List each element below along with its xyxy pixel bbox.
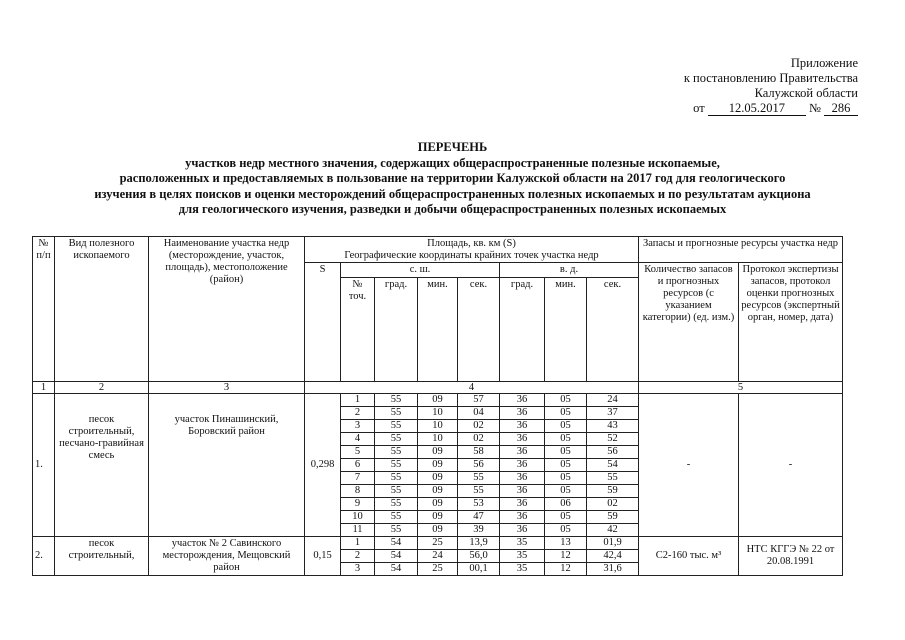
mineral-type: песок строительный, bbox=[55, 537, 149, 576]
header-area-name: Наименование участка недр (месторождение, участок, площадь), местоположение (район) bbox=[149, 237, 305, 382]
coordinate-cell: 55 bbox=[375, 472, 418, 485]
reserves-quantity: С2-160 тыс. м³ bbox=[639, 537, 739, 576]
coordinate-cell: 54 bbox=[587, 459, 639, 472]
decree-date: 12.05.2017 bbox=[708, 102, 806, 116]
coordinate-cell: 09 bbox=[418, 524, 458, 537]
coordinate-cell: 4 bbox=[341, 433, 375, 446]
title-line3: изучения в целях поисков и оценки месторождений общераспространенных полезных ископаемых и по результатам аукциона bbox=[94, 186, 811, 201]
coordinate-cell: 00,1 bbox=[458, 563, 500, 576]
coordinate-cell: 55 bbox=[375, 394, 418, 407]
number-label: № bbox=[808, 101, 821, 115]
header-area-line1: Площадь, кв. км (S) bbox=[427, 238, 516, 249]
coordinate-cell: 10 bbox=[341, 511, 375, 524]
coordinate-cell: 09 bbox=[418, 459, 458, 472]
coordinate-cell: 05 bbox=[545, 511, 587, 524]
expert-protocol: НТС КГГЭ № 22 от 20.08.1991 bbox=[739, 537, 843, 576]
coordinate-cell: 43 bbox=[587, 420, 639, 433]
coordinate-cell: 42,4 bbox=[587, 550, 639, 563]
col-number-3: 3 bbox=[149, 382, 305, 394]
coordinate-cell: 55 bbox=[458, 472, 500, 485]
coordinate-cell: 1 bbox=[341, 394, 375, 407]
coordinate-cell: 13,9 bbox=[458, 537, 500, 550]
coordinate-cell: 55 bbox=[375, 524, 418, 537]
coordinate-cell: 31,6 bbox=[587, 563, 639, 576]
header-s: S bbox=[305, 263, 341, 382]
coordinate-cell: 05 bbox=[545, 524, 587, 537]
mineral-type: песок строительный, песчано-гравийная смесь bbox=[55, 394, 149, 537]
header-lat-deg: град. bbox=[375, 278, 418, 382]
coordinate-cell: 02 bbox=[458, 420, 500, 433]
header-latitude: с. ш. bbox=[341, 263, 500, 278]
from-label: от bbox=[693, 101, 705, 115]
coordinate-cell: 55 bbox=[375, 485, 418, 498]
coordinate-cell: 8 bbox=[341, 485, 375, 498]
coordinate-cell: 2 bbox=[341, 550, 375, 563]
header-num: № п/п bbox=[33, 237, 55, 382]
coordinate-cell: 55 bbox=[458, 485, 500, 498]
header-protocol: Протокол экспертизы запасов, протокол оценки прогнозных ресурсов (экспертный орган, номер, дата) bbox=[739, 263, 843, 382]
coordinate-cell: 6 bbox=[341, 459, 375, 472]
appendix-block bbox=[684, 56, 858, 116]
coordinate-cell: 36 bbox=[500, 472, 545, 485]
coordinate-cell: 05 bbox=[545, 407, 587, 420]
coordinate-cell: 42 bbox=[587, 524, 639, 537]
coordinate-cell: 1 bbox=[341, 537, 375, 550]
coordinate-cell: 54 bbox=[375, 563, 418, 576]
coordinate-cell: 47 bbox=[458, 511, 500, 524]
coordinate-cell: 58 bbox=[458, 446, 500, 459]
coordinate-cell: 36 bbox=[500, 511, 545, 524]
coordinate-cell: 36 bbox=[500, 498, 545, 511]
title-heading: ПЕРЕЧЕНЬ bbox=[417, 140, 488, 154]
header-mineral-type: Вид полезного ископаемого bbox=[55, 237, 149, 382]
row-number: 1. bbox=[33, 394, 55, 537]
table-row bbox=[33, 394, 843, 407]
decree-number: 286 bbox=[824, 102, 858, 116]
coordinate-cell: 52 bbox=[587, 433, 639, 446]
coordinate-cell: 59 bbox=[587, 511, 639, 524]
coordinate-cell: 09 bbox=[418, 511, 458, 524]
coordinate-cell: 01,9 bbox=[587, 537, 639, 550]
coordinate-cell: 36 bbox=[500, 394, 545, 407]
coordinate-cell: 04 bbox=[458, 407, 500, 420]
coordinate-cell: 55 bbox=[375, 407, 418, 420]
coordinate-cell: 5 bbox=[341, 446, 375, 459]
coordinate-cell: 36 bbox=[500, 407, 545, 420]
coordinate-cell: 9 bbox=[341, 498, 375, 511]
coordinate-cell: 55 bbox=[375, 420, 418, 433]
coordinate-cell: 24 bbox=[587, 394, 639, 407]
coordinate-cell: 57 bbox=[458, 394, 500, 407]
coordinate-cell: 02 bbox=[587, 498, 639, 511]
coordinate-cell: 36 bbox=[500, 524, 545, 537]
expert-protocol: - bbox=[739, 394, 843, 537]
coordinate-cell: 35 bbox=[500, 550, 545, 563]
col-number-5: 5 bbox=[639, 382, 843, 394]
coordinate-cell: 36 bbox=[500, 459, 545, 472]
coordinate-cell: 10 bbox=[418, 420, 458, 433]
coordinate-cell: 39 bbox=[458, 524, 500, 537]
coordinate-cell: 05 bbox=[545, 459, 587, 472]
coordinate-cell: 35 bbox=[500, 563, 545, 576]
appendix-line2: к постановлению Правительства bbox=[683, 71, 858, 85]
coordinate-cell: 55 bbox=[375, 498, 418, 511]
coordinate-cell: 11 bbox=[341, 524, 375, 537]
coordinate-cell: 55 bbox=[587, 472, 639, 485]
title-line4: для геологического изучения, разведки и добычи общераспространенных полезных ископаемых bbox=[178, 202, 727, 216]
coordinate-cell: 54 bbox=[375, 537, 418, 550]
coordinate-cell: 05 bbox=[545, 420, 587, 433]
table-row bbox=[33, 537, 843, 550]
header-longitude: в. д. bbox=[500, 263, 639, 278]
col-number-1: 1 bbox=[33, 382, 55, 394]
coordinate-cell: 06 bbox=[545, 498, 587, 511]
coordinate-cell: 09 bbox=[418, 498, 458, 511]
coordinate-cell: 10 bbox=[418, 433, 458, 446]
coordinate-cell: 35 bbox=[500, 537, 545, 550]
header-quantity: Количество запасов и прогнозных ресурсов (с указанием категории) (ед. изм.) bbox=[639, 263, 739, 382]
coordinate-cell: 36 bbox=[500, 485, 545, 498]
area-s: 0,15 bbox=[305, 537, 341, 576]
title-line1: участков недр местного значения, содержащих общераспространенные полезные ископаемые, bbox=[185, 155, 720, 170]
header-lat-sec: сек. bbox=[458, 278, 500, 382]
coordinate-cell: 05 bbox=[545, 485, 587, 498]
coordinate-cell: 25 bbox=[418, 537, 458, 550]
header-lat-min: мин. bbox=[418, 278, 458, 382]
document-title bbox=[0, 140, 905, 218]
coordinate-cell: 36 bbox=[500, 420, 545, 433]
row-number: 2. bbox=[33, 537, 55, 576]
coordinate-cell: 53 bbox=[458, 498, 500, 511]
coordinate-cell: 55 bbox=[375, 433, 418, 446]
coordinate-cell: 10 bbox=[418, 407, 458, 420]
area-name: участок № 2 Савинского месторождения, Мещовский район bbox=[149, 537, 305, 576]
coordinate-cell: 09 bbox=[418, 446, 458, 459]
coordinate-cell: 09 bbox=[418, 472, 458, 485]
coordinate-cell: 7 bbox=[341, 472, 375, 485]
coordinate-cell: 25 bbox=[418, 563, 458, 576]
coordinate-cell: 56 bbox=[458, 459, 500, 472]
appendix-line3: Калужской области bbox=[754, 86, 858, 100]
coordinate-cell: 59 bbox=[587, 485, 639, 498]
appendix-date-line bbox=[684, 101, 858, 116]
appendix-line1: Приложение bbox=[790, 56, 858, 70]
area-name: участок Пинашинский, Боровский район bbox=[149, 394, 305, 537]
coordinate-cell: 36 bbox=[500, 446, 545, 459]
title-line2: расположенных и предоставляемых в пользование на территории Калужской области на 2017 год для геологического bbox=[119, 171, 786, 185]
coordinate-cell: 36 bbox=[500, 433, 545, 446]
header-reserves: Запасы и прогнозные ресурсы участка недр bbox=[639, 237, 843, 263]
coordinate-cell: 56 bbox=[587, 446, 639, 459]
coordinate-cell: 05 bbox=[545, 394, 587, 407]
coordinate-cell: 09 bbox=[418, 394, 458, 407]
header-area-line2: Географические координаты крайних точек участка недр bbox=[344, 250, 599, 261]
coordinate-cell: 05 bbox=[545, 433, 587, 446]
coordinate-cell: 55 bbox=[375, 446, 418, 459]
coordinate-cell: 05 bbox=[545, 446, 587, 459]
coordinate-cell: 02 bbox=[458, 433, 500, 446]
header-point-no: № точ. bbox=[341, 278, 375, 382]
header-lon-sec: сек. bbox=[587, 278, 639, 382]
header-lon-min: мин. bbox=[545, 278, 587, 382]
header-lon-deg: град. bbox=[500, 278, 545, 382]
coordinate-cell: 55 bbox=[375, 459, 418, 472]
col-number-2: 2 bbox=[55, 382, 149, 394]
coordinate-cell: 55 bbox=[375, 511, 418, 524]
coordinate-cell: 54 bbox=[375, 550, 418, 563]
coordinate-cell: 3 bbox=[341, 420, 375, 433]
coordinate-cell: 37 bbox=[587, 407, 639, 420]
area-s: 0,298 bbox=[305, 394, 341, 537]
coordinate-cell: 3 bbox=[341, 563, 375, 576]
coordinate-cell: 56,0 bbox=[458, 550, 500, 563]
coordinate-cell: 05 bbox=[545, 472, 587, 485]
col-number-4: 4 bbox=[305, 382, 639, 394]
coordinate-cell: 2 bbox=[341, 407, 375, 420]
subsoil-areas-table bbox=[32, 236, 843, 576]
coordinate-cell: 12 bbox=[545, 550, 587, 563]
coordinate-cell: 09 bbox=[418, 485, 458, 498]
coordinate-cell: 12 bbox=[545, 563, 587, 576]
coordinate-cell: 13 bbox=[545, 537, 587, 550]
header-area-coords bbox=[305, 237, 639, 263]
coordinate-cell: 24 bbox=[418, 550, 458, 563]
reserves-quantity: - bbox=[639, 394, 739, 537]
